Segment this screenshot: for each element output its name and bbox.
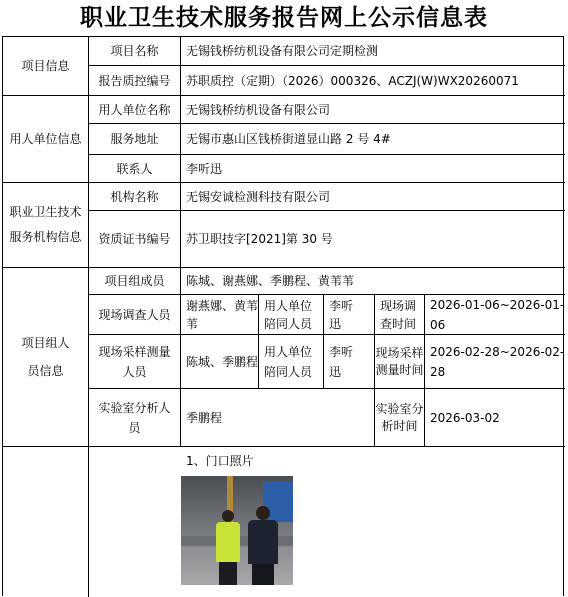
survey-escort-label-text: 用人单位陪同人员 [264,298,313,331]
address-label: 服务地址 [89,124,181,155]
cert-label: 资质证书编号 [89,211,181,268]
photo-person-2-head [256,506,270,520]
sampling-label-text: 现场采样测量人员 [98,344,171,379]
section-team-info [3,268,89,447]
lab-time-label-text: 实验室分析时间 [375,401,424,433]
cert-value: 苏卫职技字[2021]第 30 号 [181,211,565,268]
page-title: 职业卫生技术服务报告网上公示信息表 [80,4,488,31]
photo-person-2-coat [248,520,278,564]
survey-escort-value-text: 李听迅 [329,298,354,331]
photo-person-2-legs [252,564,274,585]
survey-escort-value [324,295,375,335]
report-no-value: 苏职质控（定期）（2026）000326、ACZJ(W)WX20260071 [181,66,565,96]
members-value: 陈城、谢燕娜、季鹏程、黄苇苇 [181,268,565,295]
photo-person-1-head [222,510,234,522]
org-name-label: 机构名称 [89,183,181,211]
contact-value: 李听迅 [181,155,565,183]
members-label: 项目组成员 [89,268,181,295]
address-value: 无锡市惠山区钱桥街道显山路 2 号 4# [181,124,565,155]
sampling-escort-label [259,335,324,389]
photo-row-empty [3,447,89,597]
sampling-time-value: 2026-02-28~2026-02-28 [425,335,565,389]
sampling-escort-value [324,335,375,389]
photo-person-1-legs [219,562,237,585]
photo-row-spacer [89,447,181,597]
sampling-time-label-text: 现场采样测量时间 [375,345,424,377]
photo-person-1-vest [216,522,240,562]
section-label: 职业卫生技术服务机构信息 [9,205,82,244]
employer-name-label: 用人单位名称 [89,96,181,124]
lab-label [89,389,181,447]
lab-time-label [375,389,425,447]
entrance-photo [181,476,293,585]
survey-time-label-text: 现场调查时间 [380,298,417,331]
survey-escort-label [259,295,324,335]
section-project-info [3,37,89,96]
section-org-info [3,183,89,268]
survey-label: 现场调查人员 [89,295,181,335]
sampling-escort-value-text: 李听迅 [329,344,354,379]
sampling-time-label [375,335,425,389]
sampling-escort-label-text: 用人单位陪同人员 [264,344,313,379]
survey-time-value: 2026-01-06~2026-01-06 [425,295,565,335]
survey-value-text: 谢燕娜、黄苇苇 [186,298,259,331]
section-label: 用人单位信息 [9,132,82,146]
section-label: 项目信息 [21,59,70,73]
report-no-label: 报告质控编号 [89,66,181,96]
survey-time-label [375,295,425,335]
contact-label: 联系人 [89,155,181,183]
employer-name-value: 无锡钱桥纺机设备有限公司 [181,96,565,124]
project-name-value: 无锡钱桥纺机设备有限公司定期检测 [181,37,565,66]
lab-value: 季鹏程 [181,389,375,447]
section-employer-info [3,96,89,183]
lab-label-text: 实验室分析人员 [98,400,171,435]
lab-time-value: 2026-03-02 [425,389,565,447]
sampling-label [89,335,181,389]
photo-caption-text: 1、门口照片 [186,454,254,468]
sampling-value-text: 陈城、季鹏程 [186,354,259,369]
sampling-value [181,335,259,389]
org-name-value: 无锡安诚检测科技有限公司 [181,183,565,211]
section-label: 项目组人员信息 [21,336,70,378]
survey-value [181,295,259,335]
project-name-label: 项目名称 [89,37,181,66]
